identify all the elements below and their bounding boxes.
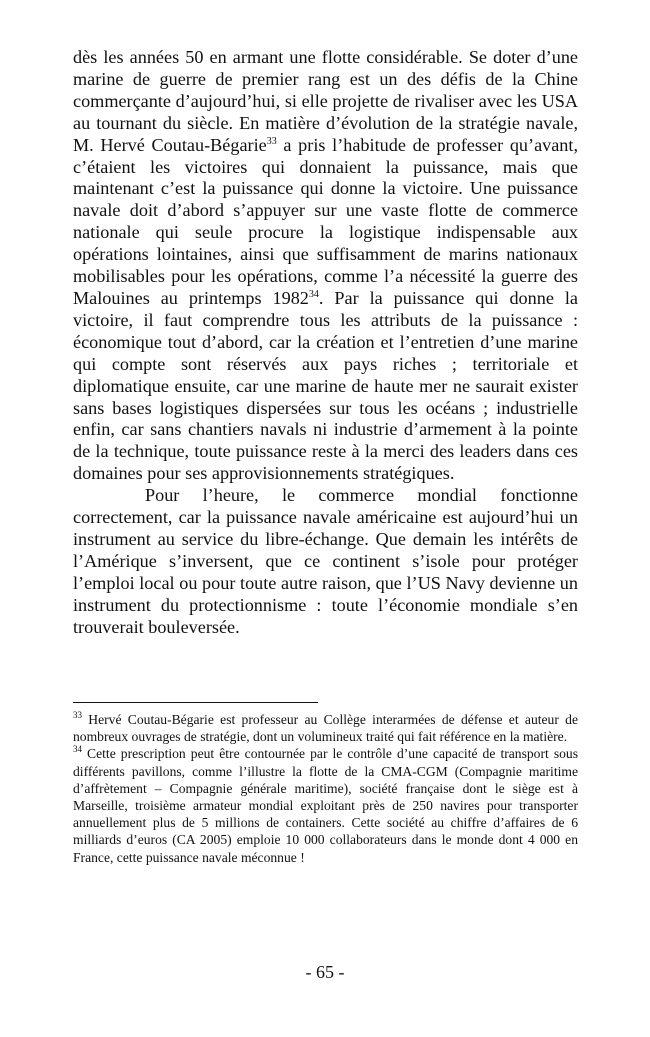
footnote-number: 34 [73,744,82,755]
footnote-number: 33 [73,710,82,720]
paragraph-1-part-2: a pris l’habitude de professer qu’avant, c’étaient les victoires qui donnaient la puissance, mais que maintenant c’est la puissance qui donne la victoire. Une puissance navale doit d’abord s’appuyer sur une vaste flotte de commerce nationale qui seule procure la logistique indispensable aux opérations lointaines, ainsi que suffisamment de marins nationaux mobilisables pour les opérations, comme l’a nécessité la guerre des Malouines au printemps 1982 [73,134,579,308]
footnote-34 [73,745,578,865]
footnote-text: Cette prescription peut être contournée par le contrôle d’une capacité de transport sous différents pavillons, comme l’illustre la flotte de la CMA-CGM (Compagnie maritime d’affrètement – Compagnie générale maritime), société française dont le siège est à Marseille, troisième armateur mondial exploitant près de 250 navires pour transporter annuellement plus de 5 millions de containers. Cette société au chiffre d’affaires de 6 milliards d’euros (CA 2005) emploie 10 000 collaborateurs dans le monde dont 4 000 en France, cette puissance navale méconnue ! [73,746,578,865]
paragraph-1-part-3: . Par la puissance qui donne la victoire, il faut comprendre tous les attributs de la puissance : économique tout d’abord, car la création et l’entretien d’une marine qui compte sont réservés aux pays riches ; territoriale et diplomatique ensuite, car une marine de haute mer ne saurait exister sans bases logistiques dispersées sur tous les océans ; industrielle enfin, car sans chantiers navals ni industrie d’armement à la pointe de la technique, toute puissance reste à la merci des leaders dans ces domaines pour ses approvisionnements stratégiques. [73,287,578,484]
footnote-ref-34[interactable]: 34 [308,288,319,300]
footnote-text: Hervé Coutau-Bégarie est professeur au Collège interarmées de défense et auteur de nombreux ouvrages de stratégie, dont un volumineux traité qui fait référence en la matière. [73,712,578,745]
footnote-33 [73,711,578,745]
paragraph-1 [73,47,578,485]
paragraph-1-part-1: dès les années 50 en armant une flotte considérable. Se doter d’une marine de guerre de premier rang est un des défis de la Chine commerçante d’aujourd’hui, si elle projette de rivaliser avec les USA au tournant du siècle. En matière d’évolution de la stratégie navale, M. Hervé Coutau-Bégarie [73,47,578,155]
main-text [73,47,578,638]
paragraph-2: Pour l’heure, le commerce mondial fonctionne correctement, car la puissance navale américaine est aujourd’hui un instrument au service du libre-échange. Que demain les intérêts de l’Amérique s’inversent, que ce continent s’isole pour protéger l’emploi local ou pour toute autre raison, que l’US Navy devienne un instrument du protectionnisme : toute l’économie mondiale s’en trouverait bouleversée. [73,485,578,637]
footnote-separator [73,702,318,703]
footnotes [73,711,578,866]
page-body [73,47,578,638]
footnote-ref-33[interactable]: 33 [266,135,277,147]
page-number: - 65 - [305,962,345,982]
